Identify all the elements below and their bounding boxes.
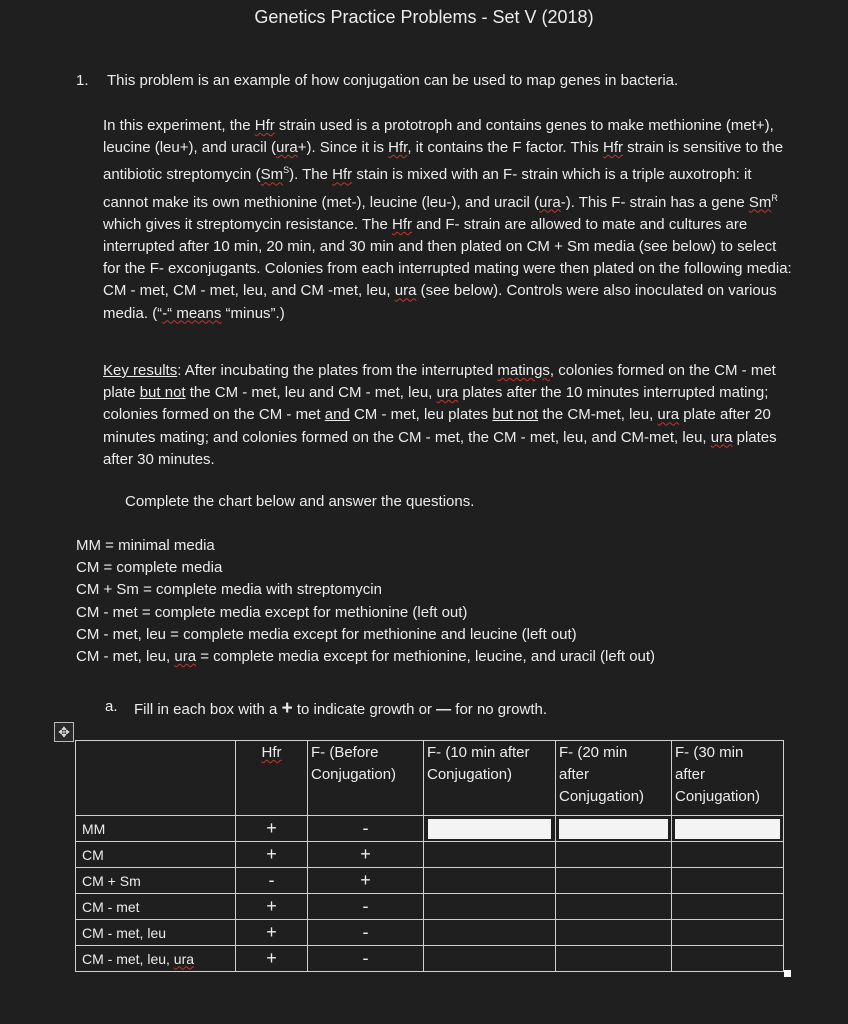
hfr-cell: + — [236, 894, 308, 920]
answer-box-10min[interactable] — [424, 816, 556, 842]
answer-cell[interactable] — [672, 894, 784, 920]
header-20min: F- (20 min after Conjugation) — [556, 741, 672, 816]
part-a-label: a. — [105, 698, 118, 715]
media-cell: CM — [76, 842, 236, 868]
before-cell: + — [308, 868, 424, 894]
media-cell: MM — [76, 816, 236, 842]
answer-cell[interactable] — [556, 946, 672, 972]
definition-item: CM - met, leu = complete media except for methionine and leucine (left out) — [76, 625, 577, 643]
media-cell: CM - met — [76, 894, 236, 920]
experiment-paragraph: In this experiment, the Hfr strain used is a prototroph and contains genes to make methionine (met+), leucine (leu+), and uracil (ura+). Since it is Hfr, it contains the F factor. This Hfr strain is sensitive to the antibiotic streptomycin $(Sm^S)$. The Hfr stain is mixed with an F- strain which is a triple auxotroph: it cannot make its own methionine (met-), leucine (leu-), and uracil (ura-). This F- strain has a gene $Sm^R$ which gives it streptomycin resistance. The Hfr and F- strain are allowed to mate and cultures are interrupted after 10 min, 20 min, and 30 min and then plated on CM + Sm media (see below) to select for the F- exconjugants. Colonies from each interrupted mating were then plated on the following media: CM - met, CM - met, leu, and CM -met, leu, ura (see below). Controls were also inoculated on various media. (“-“ means “minus”.) — [103, 117, 792, 322]
hfr-cell: + — [236, 946, 308, 972]
before-cell: + — [308, 842, 424, 868]
definition-item: CM - met, leu, ura = complete media except for methionine, leucine, and uracil (left out) — [76, 648, 656, 666]
answer-cell[interactable] — [424, 920, 556, 946]
definition-item: MM = minimal media — [76, 537, 215, 554]
answer-box-20min[interactable] — [556, 816, 672, 842]
answer-cell[interactable] — [556, 894, 672, 920]
answer-cell[interactable] — [424, 868, 556, 894]
answer-cell[interactable] — [672, 868, 784, 894]
instruction: Complete the chart below and answer the questions. — [125, 493, 475, 510]
table-row — [76, 868, 784, 894]
before-cell: - — [308, 894, 424, 920]
table-row — [76, 946, 784, 972]
media-definitions — [76, 535, 655, 668]
answer-cell[interactable] — [424, 894, 556, 920]
table-resize-handle[interactable] — [784, 970, 791, 977]
page-title: Genetics Practice Problems - Set V (2018) — [254, 7, 594, 27]
media-cell: CM + Sm — [76, 868, 236, 894]
answer-cell[interactable] — [672, 946, 784, 972]
answer-cell[interactable] — [556, 842, 672, 868]
answer-box-30min[interactable] — [672, 816, 784, 842]
part-a-text: Fill in each box with a + to indicate growth or — for no growth. — [134, 698, 547, 719]
answer-cell[interactable] — [556, 868, 672, 894]
before-cell: - — [308, 946, 424, 972]
answer-cell[interactable] — [424, 946, 556, 972]
hfr-cell: + — [236, 816, 308, 842]
growth-table — [75, 740, 784, 972]
header-media — [76, 741, 236, 816]
header-30min: F- (30 min after Conjugation) — [672, 741, 784, 816]
media-cell: CM - met, leu, ura — [76, 946, 236, 972]
header-before: F- (Before Conjugation) — [308, 741, 424, 816]
key-results-paragraph: Key results: After incubating the plates from the interrupted matings, colonies formed on the CM - met plate but not the CM - met, leu and CM - met, leu, ura plates after the 10 minutes interrupted mating; colonies formed on the CM - met and CM - met, leu plates but not the CM-met, leu, ura plate after 20 minutes mating; and colonies formed on the CM - met, the CM - met, leu, and CM-met, leu, ura plates after 30 minutes. — [103, 362, 777, 468]
media-cell: CM - met, leu — [76, 920, 236, 946]
table-row — [76, 816, 784, 842]
table-header-row — [76, 741, 784, 816]
hfr-cell: + — [236, 842, 308, 868]
hfr-cell: + — [236, 920, 308, 946]
header-10min: F- (10 min after Conjugation) — [424, 741, 556, 816]
answer-cell[interactable] — [424, 842, 556, 868]
answer-cell[interactable] — [556, 920, 672, 946]
table-move-handle-icon[interactable]: ✥ — [54, 722, 74, 742]
problem-intro: This problem is an example of how conjugation can be used to map genes in bacteria. — [107, 72, 679, 89]
answer-cell[interactable] — [672, 920, 784, 946]
answer-cell[interactable] — [672, 842, 784, 868]
definition-item: CM - met = complete media except for methionine (left out) — [76, 603, 468, 621]
table-row — [76, 894, 784, 920]
before-cell: - — [308, 920, 424, 946]
hfr-cell: - — [236, 868, 308, 894]
definition-item: CM + Sm = complete media with streptomycin — [76, 581, 382, 599]
problem-number: 1. — [76, 72, 89, 89]
definition-item: CM = complete media — [76, 559, 223, 577]
header-hfr: Hfr — [236, 741, 308, 816]
table-row — [76, 920, 784, 946]
table-row — [76, 842, 784, 868]
before-cell: - — [308, 816, 424, 842]
